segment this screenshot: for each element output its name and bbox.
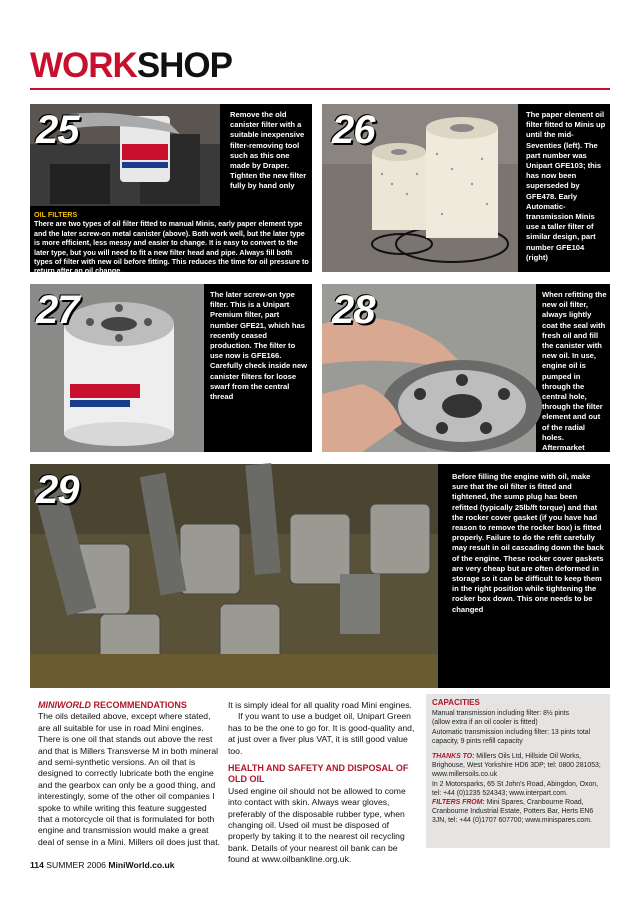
recommendations-heading (38, 700, 220, 711)
capacities-title: CAPACITIES (432, 698, 480, 707)
step-29-number: 29 (36, 468, 79, 512)
capacities-line-2: (allow extra if an oil cooler is fitted) (432, 719, 538, 727)
oil-filters-body: There are two types of oil filter fitted to manual Minis, early paper element type and the later screw-on metal canister (above). Both work well, but the later type is more efficient, less messy and easier to change. It is easy to convert to the later type, but you will need to fit a new filter head and pipe. Always fill both types of filter with new oil before fitting. This reduces the time for oil pressure to return after an oil change. (34, 219, 309, 276)
step-29-panel (30, 464, 610, 688)
masthead-rule (30, 88, 610, 90)
masthead-work: WORK (30, 46, 137, 85)
site-name: MiniWorld.co.uk (108, 860, 175, 870)
step-26-number: 26 (332, 108, 375, 152)
thanks-block (432, 752, 604, 780)
step-27-number: 27 (36, 288, 79, 332)
capacities-line-3: Automatic transmission including filter: 13 pints total capacity, 9 pints refill capacity (432, 728, 591, 745)
step-29-photo (30, 464, 438, 688)
filters-from-block (432, 798, 604, 826)
step-27-caption: The later screw-on type filter. This is a Unipart Premium filter, part number GFE21, which has recently ceased production. The filter to use now is GFE166. Carefully check inside new canister filters for loose swarf from the central thread (210, 290, 308, 402)
capacities-line-1: Manual transmission including filter: 8½ pints (432, 710, 570, 718)
step-29-caption: Before filling the engine with oil, make sure that the oil filter is fitted and tightened, the sump plug has been refitted (typically 25lb/ft torque) and that the rocker cover gasket (if you have had reason to remove the rocker box) is fitted properly. Failure to do the refit carefully may result in oil cascading down the back of the engine. These rocker cover gaskets are very cheap but are often deformed in storage so it can be difficult to keep them in the right position while tightening the rocker box down. This one needs to be changed (452, 472, 604, 614)
step-25-panel (30, 104, 312, 276)
thanks-text: Millers Oils Ltd, Hillside Oil Works, Brighouse, West Yorkshire HD6 3DP; tel: 0800 281053; www.millersoils.co.uk (432, 753, 601, 779)
recommendations-column (38, 700, 220, 848)
masthead (30, 46, 232, 86)
issue-label: SUMMER 2006 (46, 860, 106, 870)
middle-para-2: If you want to use a budget oil, Unipart Green has to be the one to go for. It is good-quality and, at just over a fiver plus VAT, it is still good value too. (228, 711, 415, 756)
step-27-panel (30, 284, 312, 452)
thanks-label: THANKS TO: (432, 753, 475, 761)
health-safety-heading: HEALTH AND SAFETY AND DISPOSAL OF OLD OIL (228, 763, 409, 785)
engine-valvetrain-image (30, 464, 438, 688)
step-25-number: 25 (36, 108, 79, 152)
masthead-shop: SHOP (136, 46, 233, 85)
filters-from-label: FILTERS FROM: (432, 799, 485, 807)
capacities-box (426, 694, 610, 848)
recommendations-body: The oils detailed above, except where stated, are all suitable for use in road Mini engines. There is one oil that stands out above the rest and that is Millers Transverse M in both mineral and semi-synthetic versions. An oil that is designed to correctly lubricate both the engine and the gearbox can only be a good thing, and interestingly, some of the other oil companies I spoke to while writing this feature suggested that a motorcycle oil that is formulated for both engine and transmission would make a great deal of sense in a Mini. Millers oil does just that. (38, 711, 220, 847)
oil-filters-title: OIL FILTERS (34, 210, 78, 219)
page-footer (30, 860, 175, 870)
motorsparks-text: In 2 Motorsparks, 65 St John's Road, Abingdon, Oxon, tel: +44 (0)1235 524343; www.interpart.com. (432, 780, 599, 797)
step-25-caption: Remove the old canister filter with a suitable inexpensive filter-removing tool such as this one made by Draper. Tighten the new filter fully by hand only (230, 110, 307, 191)
step-28-panel (322, 284, 610, 463)
oil-filters-box (34, 210, 310, 276)
middle-para-1: It is simply ideal for all quality road Mini engines. (228, 700, 412, 710)
page-number: 114 (30, 860, 44, 870)
step-26-caption: The paper element oil filter fitted to Minis up until the mid-Seventies (left). The part number was Unipart GFE103; this has now been superseded by GFE478. Early Automatic-transmission Minis use a taller filter of similar design, part number GFE104 (right) (526, 110, 606, 262)
recommendations-heading-rest: RECOMMENDATIONS (91, 700, 187, 710)
step-26-panel (322, 104, 610, 272)
step-28-caption: When refitting the new oil filter, always lightly coat the seal with fresh oil and fill the canister with new oil. In use, engine oil is pumped in through the central hole, through the filter element and out of the radial holes. Aftermarket magnetic collars (542, 290, 607, 463)
health-safety-body: Used engine oil should not be allowed to come into contact with skin. Always wear gloves, preferably of the disposable rubber type, when changing oil. Used oil must be disposed of properly by taking it to the nearest oil recycling bank. Details of your nearest oil bank can be found at www.oilbankline.org.uk. (228, 785, 406, 865)
step-28-number: 28 (332, 288, 375, 332)
filters-from-text: Mini Spares, Cranbourne Road, Cranbourne Industrial Estate, Potters Bar, Herts EN6 3JN, tel: +44 (0)1707 607700; www.minispares.com. (432, 799, 594, 825)
middle-column (228, 700, 416, 866)
recommendations-heading-brand: MINIWORLD (38, 700, 91, 710)
